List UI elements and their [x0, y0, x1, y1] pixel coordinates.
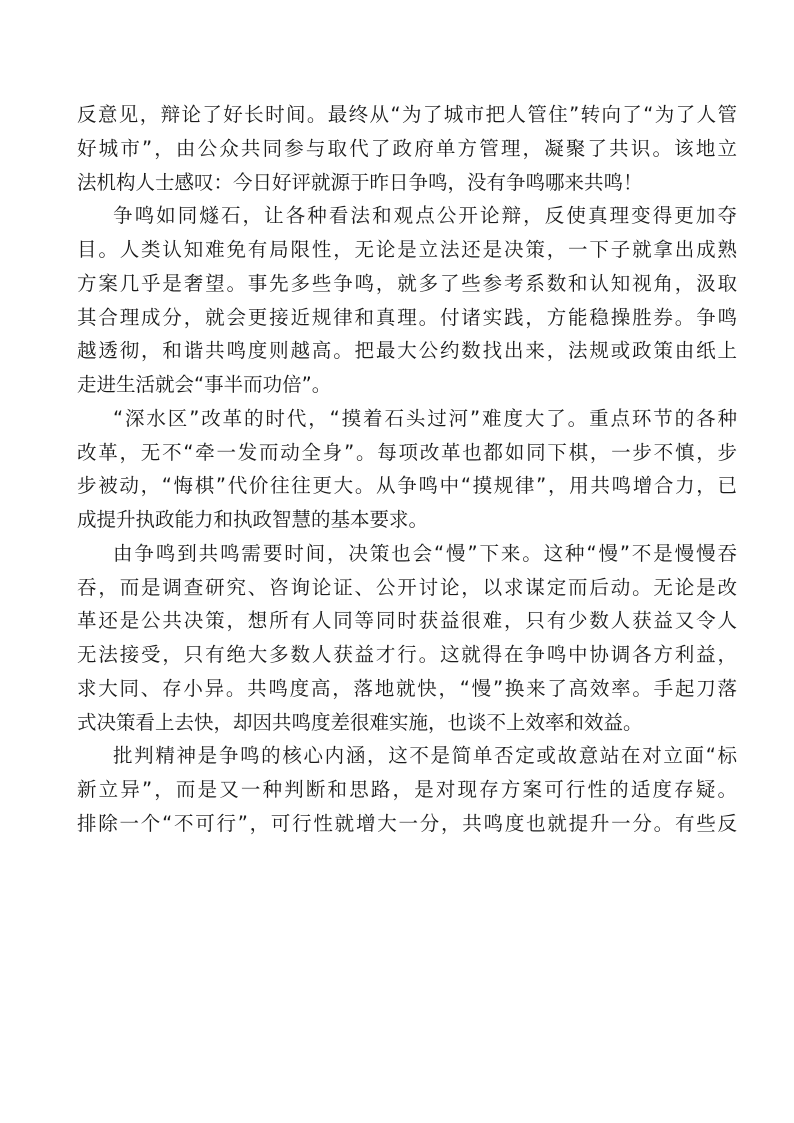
text-line: 由争鸣到共鸣需要时间，决策也会“慢”下来。这种“慢”不是慢慢吞 — [113, 541, 737, 565]
text-line: 排除一个“不可行”，可行性就增大一分，共鸣度也就提升一分。有些反 — [77, 811, 737, 835]
text-line: 成提升执政能力和执政智慧的基本要求。 — [77, 508, 429, 531]
text-line: 改革，无不“牵一发而动全身”。每项改革也都如同下棋，一步不慎，步 — [77, 440, 737, 464]
text-line: 法机构人士感叹：今日好评就源于昨日争鸣，没有争鸣哪来共鸣！ — [77, 170, 643, 194]
text-line: 越透彻，和谐共鸣度则越高。把最大公约数找出来，法规或政策由纸上 — [77, 339, 737, 363]
text-line: 式决策看上去快，却因共鸣度差很难实施，也谈不上效率和效益。 — [77, 710, 643, 734]
text-line: 目。人类认知难免有局限性，无论是立法还是决策，一下子就拿出成熟 — [77, 238, 737, 261]
text-line: 走进生活就会“事半而功倍”。 — [77, 373, 332, 396]
text-line: 反意见，辩论了好长时间。最终从“为了城市把人管住”转向了“为了人管 — [77, 103, 737, 126]
article-body — [77, 98, 737, 841]
text-line: “深水区”改革的时代，“摸着石头过河”难度大了。重点环节的各种 — [113, 406, 737, 430]
text-line: 其合理成分，就会更接近规律和真理。付诸实践，方能稳操胜券。争鸣 — [77, 305, 737, 329]
text-line: 求大同、存小异。共鸣度高，落地就快，“慢”换来了高效率。手起刀落 — [77, 676, 737, 700]
text-line: 步被动，“悔棋”代价往往更大。从争鸣中“摸规律”，用共鸣增合力，已 — [77, 474, 737, 498]
text-line: 争鸣如同燧石，让各种看法和观点公开论辩，反使真理变得更加夺 — [113, 204, 737, 228]
text-line: 新立异”，而是又一种判断和思路，是对现存方案可行性的适度存疑。 — [77, 778, 737, 801]
text-line: 吞，而是调查研究、咨询论证、公开讨论，以求谋定而后动。无论是改 — [77, 575, 737, 599]
text-line: 革还是公共决策，想所有人同等同时获益很难，只有少数人获益又令人 — [77, 609, 737, 633]
text-line: 方案几乎是奢望。事先多些争鸣，就多了些参考系数和认知视角，汲取 — [77, 271, 737, 295]
text-line: 无法接受，只有绝大多数人获益才行。这就得在争鸣中协调各方利益， — [77, 643, 737, 666]
text-line: 好城市”，由公众共同参与取代了政府单方管理，凝聚了共识。该地立 — [77, 136, 737, 160]
text-line: 批判精神是争鸣的核心内涵，这不是简单否定或故意站在对立面“标 — [113, 744, 737, 768]
